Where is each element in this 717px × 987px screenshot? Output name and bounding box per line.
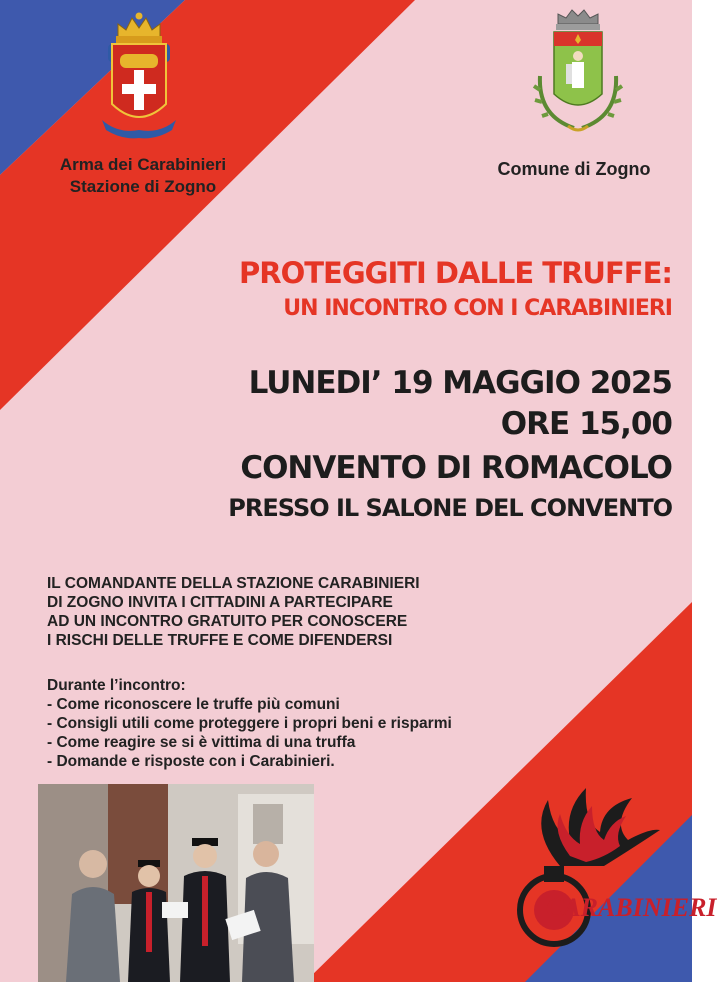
comune-crest-icon — [528, 6, 628, 151]
invite-line: DI ZOGNO INVITA I CITTADINI A PARTECIPARE — [47, 594, 393, 611]
comune-header: Comune di Zogno — [497, 159, 651, 179]
carabinieri-header-line1: Arma dei Carabinieri — [59, 155, 227, 174]
carabinieri-header — [38, 154, 248, 198]
meeting-illustration — [38, 784, 314, 982]
event-place: CONVENTO DI ROMACOLO — [240, 450, 672, 486]
title-line2: UN INCONTRO CON I CARABINIERI — [283, 296, 672, 321]
invite-line: IL COMANDANTE DELLA STAZIONE CARABINIERI — [47, 575, 420, 592]
event-time: ORE 15,00 — [500, 406, 672, 442]
invite-line: AD UN INCONTRO GRATUITO PER CONOSCERE — [47, 613, 408, 630]
agenda-item: - Come riconoscere le truffe più comuni — [47, 696, 340, 713]
agenda-item: - Come reagire se si è vittima di una truffa — [47, 734, 356, 751]
title-line1: PROTEGGITI DALLE TRUFFE: — [239, 256, 672, 290]
carabinieri-header-line2: Stazione di Zogno — [69, 177, 217, 196]
agenda-heading: Durante l’incontro: — [47, 677, 186, 694]
agenda-item: - Consigli utili come proteggere i propri beni e risparmi — [47, 715, 452, 732]
event-date: LUNEDI’ 19 MAGGIO 2025 — [248, 365, 672, 401]
carabinieri-crest-icon — [98, 8, 180, 148]
agenda — [47, 676, 452, 771]
agenda-item: - Domande e risposte con i Carabinieri. — [47, 753, 335, 770]
invite-text — [47, 574, 420, 650]
event-venue: PRESSO IL SALONE DEL CONVENTO — [228, 494, 672, 522]
carabinieri-flame-logo-icon — [500, 770, 680, 950]
invite-line: I RISCHI DELLE TRUFFE E COME DIFENDERSI — [47, 632, 393, 649]
carabinieri-logo-text: CARABINIERI — [546, 893, 717, 922]
meeting-photo — [38, 784, 314, 982]
